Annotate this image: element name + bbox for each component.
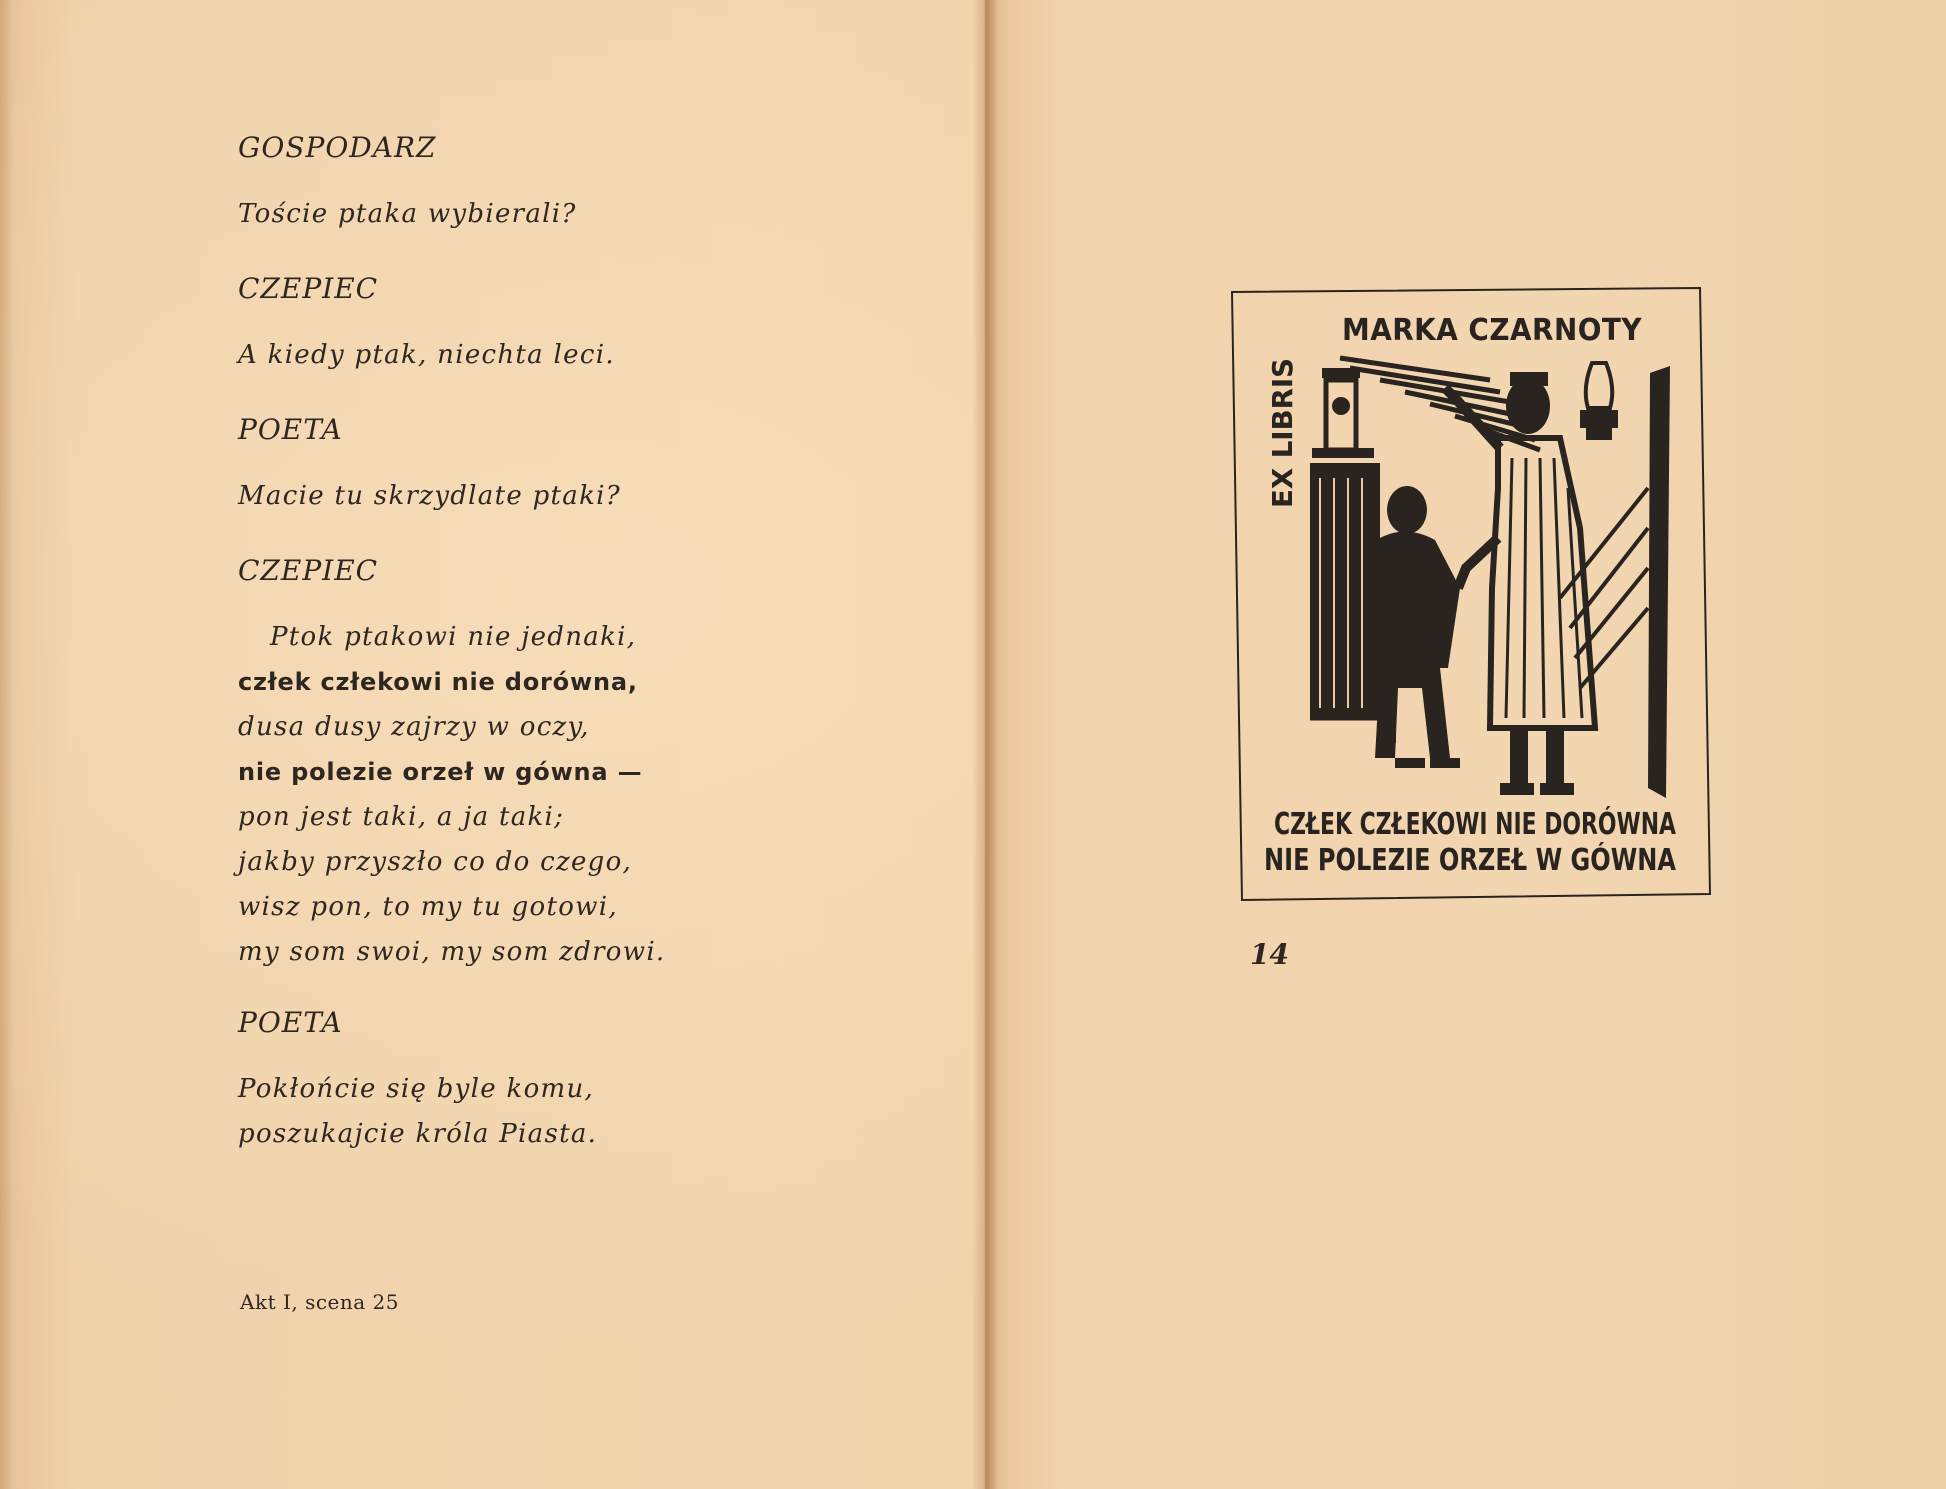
drama-text [238,130,918,1187]
verse-line: Toście ptaka wybierali? [238,199,577,229]
wall-illustration [1648,366,1670,798]
verse-line: Pokłońcie się byle komu, [238,1074,595,1104]
verse-line: wisz pon, to my tu gotowi, [238,892,618,922]
verse-line: my som swoi, my som zdrowi. [238,937,666,967]
bookplate-woodcut [1230,288,1825,901]
book-gutter [972,0,998,1489]
verse-line: jakby przyszło co do czego, [238,847,633,877]
seated-man-illustration [1375,486,1460,768]
ex-libris-bookplate [1230,288,1825,901]
verse-line: Macie tu skrzydlate ptaki? [238,481,621,511]
verse-line: dusa dusy zajrzy w oczy, [238,712,590,742]
verse-line: pon jest taki, a ja taki; [238,802,565,832]
page-number: 14 [1250,938,1289,971]
standing-man-illustration [1445,372,1595,795]
speaker-name: CZEPIEC [238,272,379,305]
speaker-name: POETA [238,413,343,446]
verse-line: poszukajcie króla Piasta. [238,1119,598,1149]
verse-line: Ptok ptakowi nie jednaki, [270,622,637,652]
speaker-name: POETA [238,1006,343,1039]
owner-name: MARKA CZARNOTY [1342,313,1643,348]
speaker-name: CZEPIEC [238,554,379,587]
verse-line: nie polezie orzeł w gówna — [238,758,643,786]
oil-lamp-illustration [1580,363,1618,440]
ex-libris-label: EX LIBRIS [1266,355,1299,508]
clock-illustration [1312,368,1374,458]
page-edge-shadow [0,0,14,1489]
verse-line: człek człekowi nie dorówna, [238,668,638,696]
motto-line-1: CZŁEK CZŁEKOWI NIE DORÓWNA [1274,807,1825,842]
speaker-name: GOSPODARZ [238,131,437,164]
motto-line-2: NIE POLEZIE ORZEŁ W GÓWNA [1264,843,1778,878]
scene-reference: Akt I, scena 25 [240,1290,399,1314]
verse-line: A kiedy ptak, niechta leci. [238,340,615,370]
